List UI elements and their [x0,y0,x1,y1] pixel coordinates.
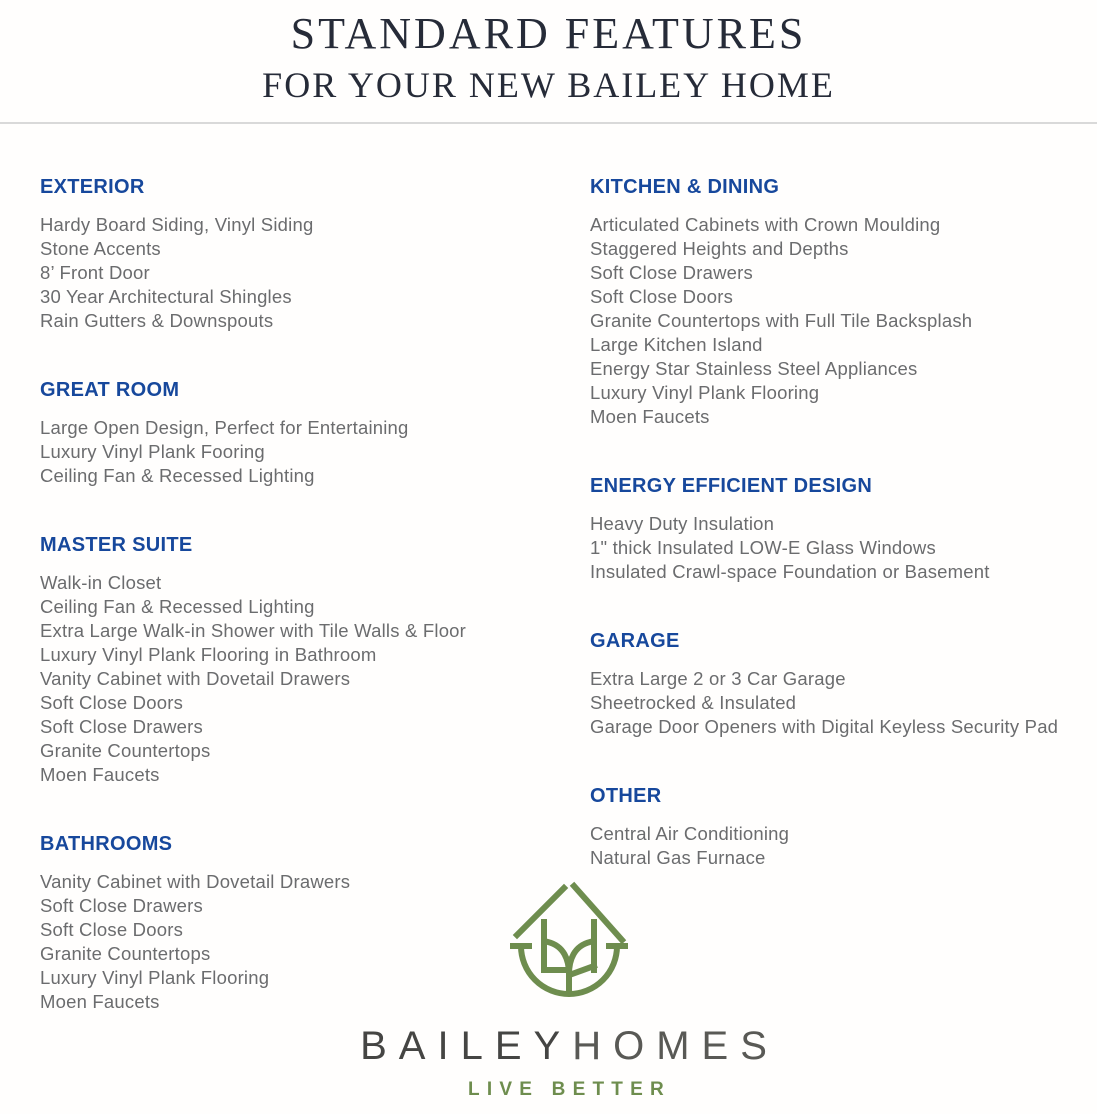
feature-item: Large Open Design, Perfect for Entertaining [40,417,409,438]
feature-item: Soft Close Drawers [40,895,203,916]
feature-item: Vanity Cabinet with Dovetail Drawers [40,668,351,689]
feature-item: Rain Gutters & Downspouts [40,310,274,331]
feature-item: Granite Countertops [40,740,211,761]
feature-item: Soft Close Doors [40,692,184,713]
feature-item: Heavy Duty Insulation [590,513,775,534]
feature-item: Staggered Heights and Depths [590,238,849,259]
title-block [0,0,1097,106]
feature-item: Vanity Cabinet with Dovetail Drawers [40,871,351,892]
feature-item: Central Air Conditioning [590,823,790,844]
section-heading: EXTERIOR [40,176,145,198]
feature-list [40,416,590,488]
brand-secondary: HOMES [572,1024,779,1068]
feature-list [590,667,1077,739]
feature-item: 1" thick Insulated LOW-E Glass Windows [590,537,936,558]
feature-item: Granite Countertops with Full Tile Backsplash [590,310,973,331]
feature-section [590,176,1077,429]
section-heading: KITCHEN & DINING [590,176,780,198]
feature-item: Granite Countertops [40,943,211,964]
feature-item: Energy Star Stainless Steel Appliances [590,358,918,379]
feature-section [590,475,1077,584]
feature-item: Luxury Vinyl Plank Flooring [590,382,820,403]
feature-item: 30 Year Architectural Shingles [40,286,292,307]
feature-item: Stone Accents [40,238,161,259]
page-subtitle: FOR YOUR NEW BAILEY HOME [262,65,835,105]
feature-item: Natural Gas Furnace [590,847,766,868]
brand-wordmark [360,1024,779,1069]
section-heading: GREAT ROOM [40,379,180,401]
feature-item: Soft Close Doors [40,919,184,940]
feature-item: Ceiling Fan & Recessed Lighting [40,465,315,486]
logo-block [0,878,1097,1101]
feature-item: Moen Faucets [40,764,160,785]
feature-item: Moen Faucets [590,406,710,427]
logo-inner [360,878,779,1101]
feature-item: Extra Large 2 or 3 Car Garage [590,668,846,689]
feature-list [590,512,1077,584]
feature-list [40,571,590,787]
feature-item: Soft Close Drawers [40,716,203,737]
section-heading: GARAGE [590,630,680,652]
feature-section [590,785,1077,870]
feature-item: Insulated Crawl-space Foundation or Basement [590,561,990,582]
house-sprout-icon [508,878,630,1006]
page-title: STANDARD FEATURES [290,9,807,58]
feature-list [590,822,1077,870]
feature-item: Ceiling Fan & Recessed Lighting [40,596,315,617]
brand-primary: BAILEY [360,1024,573,1068]
feature-item: Walk-in Closet [40,572,162,593]
feature-item: Soft Close Doors [590,286,734,307]
feature-item: Sheetrocked & Insulated [590,692,797,713]
feature-item: Moen Faucets [40,991,160,1012]
feature-item: 8’ Front Door [40,262,150,283]
feature-item: Garage Door Openers with Digital Keyless Security Pad [590,716,1059,737]
feature-item: Hardy Board Siding, Vinyl Siding [40,214,314,235]
right-column [590,124,1077,870]
feature-item: Large Kitchen Island [590,334,763,355]
section-heading: ENERGY EFFICIENT DESIGN [590,475,873,497]
feature-section [40,176,590,333]
feature-item: Extra Large Walk-in Shower with Tile Walls & Floor [40,620,467,641]
feature-list [590,213,1077,429]
feature-section [40,534,590,787]
brand-tagline: LIVE BETTER [468,1079,671,1100]
feature-item: Articulated Cabinets with Crown Moulding [590,214,941,235]
section-heading: BATHROOMS [40,833,173,855]
feature-list [40,213,590,333]
feature-section [40,379,590,488]
feature-item: Luxury Vinyl Plank Flooring in Bathroom [40,644,377,665]
feature-section [590,630,1077,739]
section-heading: MASTER SUITE [40,534,193,556]
section-heading: OTHER [590,785,662,807]
feature-item: Luxury Vinyl Plank Flooring [40,967,270,988]
feature-item: Soft Close Drawers [590,262,753,283]
feature-item: Luxury Vinyl Plank Fooring [40,441,265,462]
